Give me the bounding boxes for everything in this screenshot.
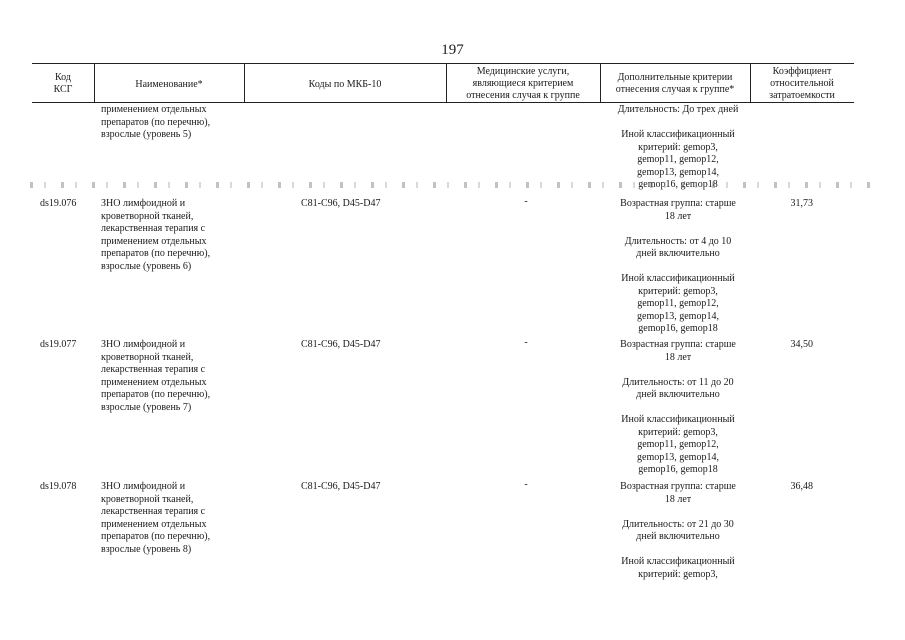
additional-criteria: Возрастная группа: старше 18 лет Длительность: от 21 до 30 дней включительно Иной классификационный критерий: gemop3, [620,481,736,580]
cost-coefficient: 36,48 [790,481,813,492]
kcg-code: ds19.078 [40,481,77,492]
page-number: 197 [441,42,464,58]
header-services: Медицинские услуги, являющиеся критерием отнесения случая к группе [466,66,580,101]
scan-artifact [30,182,870,188]
icd-codes: C81-C96, D45-D47 [301,339,381,350]
header-icd: Коды по МКБ-10 [308,79,382,90]
additional-criteria: Возрастная группа: старше 18 лет Длительность: от 4 до 10 дней включительно Иной классификационный критерий: gemop3, gemop11, gemop12, gemop13, gemop14, gemop16, gemop18 [620,198,736,334]
kcg-name: ЗНО лимфоидной и кроветворной тканей, лекарственная терапия с применением отдельных препаратов (по перечню), взрослые (уровень 7) [101,339,211,413]
icd-codes: C81-C96, D45-D47 [301,481,381,492]
cost-coefficient: 34,50 [790,339,813,350]
medical-services: - [524,337,528,348]
header-code: Код КСГ [53,72,73,95]
header-name: Наименование* [135,79,203,90]
continued-criteria: Длительность: До трех дней Иной классификационный критерий: gemop3, gemop11, gemop12, gemop13, gemop14, gemop16, gemop18 [617,104,739,190]
header-bottom-rule [32,102,854,103]
kcg-code: ds19.076 [40,198,77,209]
medical-services: - [524,196,528,207]
continued-name: применением отдельных препаратов (по перечню), взрослые (уровень 5) [101,104,211,140]
icd-codes: C81-C96, D45-D47 [301,198,381,209]
cost-coefficient: 31,73 [790,198,813,209]
kcg-name: ЗНО лимфоидной и кроветворной тканей, лекарственная терапия с применением отдельных препаратов (по перечню), взрослые (уровень 8) [101,481,211,555]
medical-services: - [524,479,528,490]
kcg-code: ds19.077 [40,339,77,350]
header-top-rule [32,63,854,64]
kcg-name: ЗНО лимфоидной и кроветворной тканей, лекарственная терапия с применением отдельных препаратов (по перечню), взрослые (уровень 6) [101,198,211,272]
additional-criteria: Возрастная группа: старше 18 лет Длительность: от 11 до 20 дней включительно Иной классификационный критерий: gemop3, gemop11, gemop12, gemop13, gemop14, gemop16, gemop18 [620,339,736,475]
header-criteria: Дополнительные критерии отнесения случая к группе* [615,72,735,95]
header-coef: Коэффициент относительной затратоемкости [769,66,835,101]
